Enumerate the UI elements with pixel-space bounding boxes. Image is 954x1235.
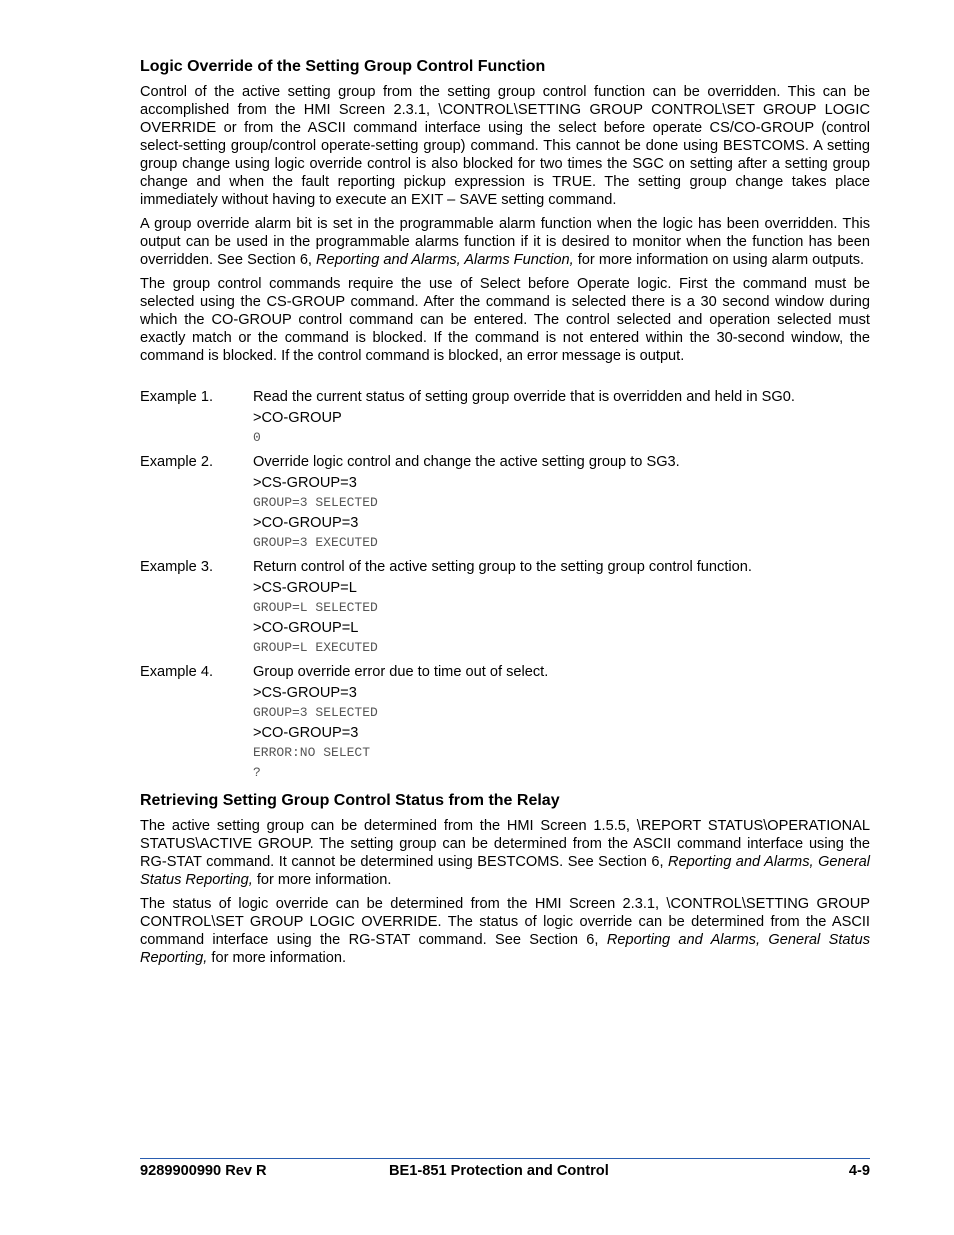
paragraph-text: for more information. bbox=[252, 872, 392, 888]
command-line: >CS-GROUP=3 bbox=[253, 475, 357, 491]
section-heading-logic-override: Logic Override of the Setting Group Control Function bbox=[140, 58, 546, 75]
example-body bbox=[253, 387, 870, 448]
section-reference: Reporting and Alarms, General Status Reporting, bbox=[140, 932, 870, 966]
example-body bbox=[253, 557, 870, 658]
paragraph-text: for more information. bbox=[207, 950, 347, 966]
page-content bbox=[140, 57, 870, 973]
example-block bbox=[140, 662, 870, 783]
command-line: >CO-GROUP=L bbox=[253, 620, 359, 636]
command-line: >CO-GROUP bbox=[253, 410, 342, 426]
command-line: >CS-GROUP=3 bbox=[253, 685, 357, 701]
response-line: GROUP=3 SELECTED bbox=[253, 705, 378, 720]
example-block bbox=[140, 387, 870, 448]
section-reference: Reporting and Alarms, Alarms Function, bbox=[316, 252, 574, 268]
example-block bbox=[140, 557, 870, 658]
command-line: >CO-GROUP=3 bbox=[253, 725, 359, 741]
example-label: Example 2. bbox=[140, 454, 214, 470]
response-line: ERROR:NO SELECT bbox=[253, 745, 371, 760]
example-body bbox=[253, 662, 870, 783]
example-label: Example 1. bbox=[140, 389, 214, 405]
document-title: BE1-851 Protection and Control bbox=[389, 1163, 609, 1179]
document-number: 9289900990 Rev R bbox=[140, 1163, 267, 1179]
paragraph: Control of the active setting group from the setting group control function can be overridden. This can be accomplished from the HMI Screen 2.3.1, \CONTROL\SETTING GROUP CONTROL\SET GROUP LOGIC OVERRIDE or from the ASCII command interface using the select before operate CS/CO-GROUP (control select-setting group/control operate-setting group) command. This cannot be done using BESTCOMS. A setting group change using logic override control is also blocked for two times the SGC on setting after a setting group change and when the fault reporting pickup expression is TRUE. The setting group change takes place immediately without having to execute an EXIT – SAVE setting command. bbox=[140, 84, 870, 208]
example-description: Read the current status of setting group override that is overridden and held in SG0. bbox=[253, 389, 795, 405]
example-block bbox=[140, 452, 870, 553]
response-line: GROUP=3 EXECUTED bbox=[253, 535, 378, 550]
example-description: Group override error due to time out of select. bbox=[253, 664, 549, 680]
paragraph-text: for more information on using alarm outputs. bbox=[573, 252, 865, 268]
response-line: 0 bbox=[253, 430, 261, 445]
example-description: Override logic control and change the active setting group to SG3. bbox=[253, 454, 680, 470]
paragraph-text: A group override alarm bit is set in the programmable alarm function when the logic has been overridden. This output can be used in the programmable alarms function if it is desired to monitor when the function has been overridden. See Section 6, bbox=[140, 216, 870, 268]
response-line: GROUP=3 SELECTED bbox=[253, 495, 378, 510]
command-line: >CO-GROUP=3 bbox=[253, 515, 359, 531]
example-label: Example 4. bbox=[140, 664, 214, 680]
examples-list bbox=[140, 387, 870, 783]
page-footer bbox=[140, 1158, 870, 1181]
section-reference: Reporting and Alarms, General Status Reporting, bbox=[140, 854, 870, 888]
section-heading-retrieving-status: Retrieving Setting Group Control Status from the Relay bbox=[140, 792, 560, 809]
response-line: GROUP=L SELECTED bbox=[253, 600, 378, 615]
paragraph-text: The status of logic override can be determined from the HMI Screen 2.3.1, \CONTROL\SETTING GROUP CONTROL\SET GROUP LOGIC OVERRIDE. The status of logic override can be determined from the ASCII command interface using the RG-STAT command. See Section 6, bbox=[140, 896, 870, 948]
example-body bbox=[253, 452, 870, 553]
example-description: Return control of the active setting group to the setting group control function. bbox=[253, 559, 752, 575]
command-line: >CS-GROUP=L bbox=[253, 580, 357, 596]
paragraph bbox=[140, 895, 870, 967]
response-line: ? bbox=[253, 765, 261, 780]
paragraph-text: The active setting group can be determined from the HMI Screen 1.5.5, \REPORT STATUS\OPERATIONAL STATUS\ACTIVE GROUP. The setting group can be determined from the ASCII command interface using the RG-STAT command. It cannot be determined using BESTCOMS. See Section 6, bbox=[140, 818, 870, 870]
paragraph bbox=[140, 215, 870, 269]
example-label: Example 3. bbox=[140, 559, 214, 575]
page-number: 4-9 bbox=[848, 1163, 870, 1179]
paragraph: The group control commands require the use of Select before Operate logic. First the command must be selected using the CS-GROUP command. After the command is selected there is a 30 second window during which the CO-GROUP control command can be entered. The control selected and operation selected must exactly match or the command is blocked. If the command is not entered within the 30-second window, the command is blocked. If the control command is blocked, an error message is output. bbox=[140, 276, 870, 364]
response-line: GROUP=L EXECUTED bbox=[253, 640, 378, 655]
paragraph bbox=[140, 817, 870, 889]
